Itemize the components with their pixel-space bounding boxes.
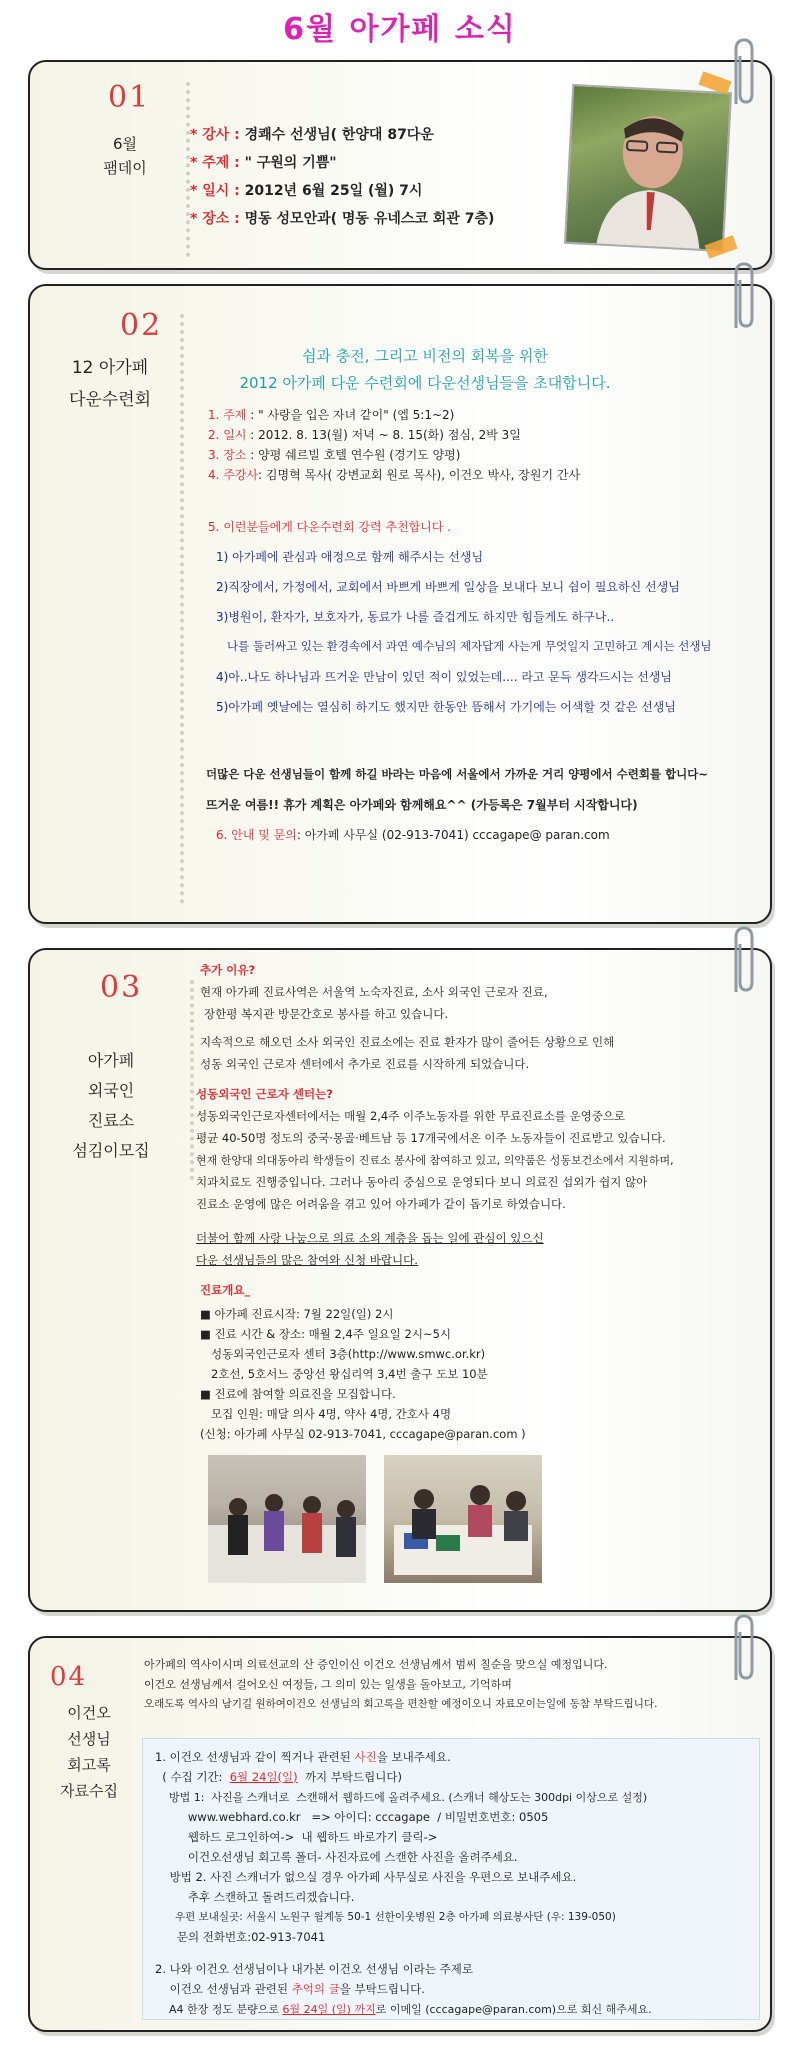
text-line: 지속적으로 해오던 소사 외국인 진료소에는 진료 환자가 많이 줄어든 상황으로 인해 <box>200 1035 615 1049</box>
instruction-text: 을 부탁드립니다. <box>339 1982 425 1996</box>
recommend-item: 2)직장에서, 가정에서, 교회에서 바쁘게 바쁘게 일상을 보내다 보니 쉼이 필요하신 선생님 <box>216 580 680 594</box>
instruction-text: 이건오 선생님과 관련된 <box>155 1982 292 1996</box>
detail-value: : 양평 쉐르빌 호텔 연수원 (경기도 양평) <box>246 448 461 462</box>
contact-value: : 아가페 사무실 (02-913-7041) cccagape@ paran.com <box>296 828 610 842</box>
info-value: " 구원의 기쁨" <box>239 155 337 171</box>
detail-value: : 김명혁 목사( 강변교회 원로 목사), 이건오 박사, 장원기 간사 <box>258 468 581 482</box>
contact-row <box>216 826 610 843</box>
text-line: 장한평 복지관 방문간호로 봉사를 하고 있습니다. <box>204 1007 449 1021</box>
detail-key: 4. 주강사 <box>208 468 259 482</box>
subheading: 성동외국인 근로자 센터는? <box>196 1087 333 1101</box>
text-line: 아가페의 역사이시며 의료선교의 산 증인이신 이건오 선생님께서 범씨 칠순을 맞으실 예정입니다. <box>144 1658 608 1671</box>
invitation-line: 2012 아가페 다운 수련회에 다운선생님들을 초대합니다. <box>239 374 611 392</box>
section-number: 02 <box>120 308 163 343</box>
section-label <box>46 1046 176 1166</box>
instruction-row: 방법 2. 사진 스캐너가 없으실 경우 아가페 사무실로 사진을 우편으로 보내주세요. <box>155 1870 577 1884</box>
section-04-card <box>28 1636 772 2032</box>
info-value: 경쾌수 선생님( 한양대 87다운 <box>239 127 434 143</box>
section-label-line: 선생님 <box>67 1730 111 1748</box>
info-value: 2012년 6월 25일 (월) 7시 <box>239 183 423 199</box>
text-line: 다운 선생님들의 많은 참여와 신청 바랍니다. <box>196 1253 418 1267</box>
recommend-heading: 5. 이런분들에게 다운수련회 강력 추천합니다 . <box>208 520 451 534</box>
memoir-intro <box>144 1656 764 1726</box>
clinic-scene-icon <box>208 1455 366 1583</box>
text-line: 2호선, 5호서느 중앙선 왕십리역 3,4번 출구 도보 10분 <box>200 1367 488 1381</box>
invitation-line: 쉼과 충전, 그리고 비전의 회복을 위한 <box>302 347 548 365</box>
instruction-row: 이건오선생님 회고록 폴더- 사진자료에 스캔한 사진을 올려주세요. <box>155 1850 518 1864</box>
text-line: 평균 40-50명 정도의 중국·몽골·베트남 등 17개국에서온 이주 노동자들이 진료받고 있습니다. <box>196 1131 666 1145</box>
detail-row <box>208 446 460 463</box>
section-label-line: 회고록 <box>67 1756 111 1774</box>
instruction-highlight: 6월 24일 (일) 까지 <box>282 2003 376 2016</box>
instruction-text: 로 이메일 (cccagape@paran.com)으로 회신 해주세요. <box>375 2003 652 2016</box>
instruction-row: 웹하드 로그인하여-> 내 웹하드 바로가기 클릭-> <box>155 1830 438 1844</box>
text-line: ■ 아가페 진료시작: 7월 22일(일) 2시 <box>200 1307 394 1321</box>
instruction-row: 방법 1: 사진을 스캐너로 스캔해서 웹하드에 올려주세요. (스캐너 해상도는 300dpi 이상으로 설정) <box>155 1791 648 1804</box>
section-number: 04 <box>50 1662 88 1692</box>
text-line: 이건오 선생님께서 걸어오신 여정들, 그 의미 있는 일생을 돌아보고, 기억하며 <box>144 1678 512 1691</box>
section-02-card <box>28 284 772 924</box>
section-number: 03 <box>100 970 143 1005</box>
section-label-line: 12 아가페 <box>71 358 149 378</box>
section-01-card <box>28 60 772 270</box>
text-line: ■ 진료에 참여할 의료진을 모집합니다. <box>200 1387 396 1401</box>
text-line: 오래도록 역사의 남기길 원하여이건오 선생님의 회고록을 편찬할 예정이오니 자료모이는일에 동참 부탁드립니다. <box>144 1698 658 1710</box>
detail-value: : 2012. 8. 13(월) 저녁 ~ 8. 15(화) 점심, 2박 3일 <box>246 428 521 442</box>
info-value: 명동 성모안과( 명동 유네스코 회관 7층) <box>239 211 495 227</box>
instruction-text: 까지 부탁드립니다) <box>297 1770 402 1784</box>
more-info-line: 뜨거운 여름!! 휴가 계획은 아가페와 함께해요^^ (가등록은 7월부터 시작합니다) <box>206 798 638 812</box>
text-line: 치과치료도 진행중입니다. 그러나 동아리 중심으로 운영되다 보니 의료진 섭외가 쉽지 않아 <box>196 1175 648 1189</box>
page-title: 6월 아가페 소식 <box>283 12 517 47</box>
section-label-line: 6월 <box>112 135 138 153</box>
detail-key: 2. 일시 <box>208 428 247 442</box>
clinic-photo <box>384 1455 542 1583</box>
info-row <box>190 180 422 200</box>
text-line: ■ 진료 시간 & 장소: 매월 2,4주 일요일 2시~5시 <box>200 1327 452 1341</box>
info-row <box>190 208 494 228</box>
section-label <box>50 352 170 416</box>
section-label-line: 다운수련회 <box>68 390 152 410</box>
detail-row <box>208 426 521 443</box>
section-label <box>70 132 180 180</box>
text-line: (신청: 아가페 사무실 02-913-7041, cccagape@paran.com ) <box>200 1427 526 1441</box>
text-line: 진료소 운영에 많은 어려움을 겪고 있어 아가페가 같이 돕기로 하였습니다. <box>196 1197 566 1211</box>
section-label-line: 팸데이 <box>103 159 147 177</box>
instruction-highlight: 추억의 글 <box>291 1982 340 1996</box>
info-row <box>190 124 434 144</box>
instruction-row: 문의 전화번호:02-913-7041 <box>155 1930 326 1944</box>
more-info-line: 더많은 다운 선생님들이 함께 하길 바라는 마음에 서울에서 가까운 거리 양평에서 수련회를 합니다~ <box>206 767 709 781</box>
subheading: 추가 이유? <box>200 963 256 977</box>
dotted-divider <box>180 314 184 904</box>
text-line: 성동 외국인 근로자 센터에서 추가로 진료를 시작하게 되었습니다. <box>200 1057 530 1071</box>
recommend-item: 3)병원이, 환자가, 보호자가, 동료가 나를 즐겁게도 하지만 힘들게도 하구나.. <box>216 610 615 624</box>
instruction-text: A4 한장 정도 분량으로 <box>155 2003 283 2016</box>
subheading: 진료개요_ <box>200 1283 251 1297</box>
invitation-heading <box>200 342 650 396</box>
dotted-divider <box>190 980 194 1180</box>
instruction-text: 을 보내주세요. <box>376 1750 451 1764</box>
instruction-row: 추후 스캔하고 돌려드리겠습니다. <box>155 1890 355 1904</box>
instruction-row <box>155 2001 652 2017</box>
section-label-line: 섬김이모집 <box>72 1141 150 1160</box>
recommend-item: 1) 아가페에 관심과 애정으로 함께 해주시는 선생님 <box>216 550 484 564</box>
recommend-item: 나를 둘러싸고 있는 환경속에서 과연 예수님의 제자답게 사는게 무엇일지 고민하고 계시는 선생님 <box>216 639 712 653</box>
recommend-item: 4)아..나도 하나님과 뜨거운 만남이 있던 적이 있었는데.... 라고 문득 생각드시는 선생님 <box>216 670 672 684</box>
speaker-photo <box>564 84 732 252</box>
submission-box <box>142 1738 760 2020</box>
info-key: * 강사 : <box>190 127 240 143</box>
paperclip-icon <box>722 258 762 336</box>
detail-key: 3. 장소 <box>208 448 247 462</box>
person-icon <box>566 86 732 252</box>
text-line: 더불어 함께 사랑 나눔으로 의료 소외 계층을 돕는 일에 관심이 있으신 <box>196 1231 544 1245</box>
contact-key: 6. 안내 및 문의 <box>216 828 297 842</box>
clinic-photo <box>208 1455 366 1583</box>
detail-value: : " 사랑을 입은 자녀 같이" (엡 5:1~2) <box>246 408 455 422</box>
text-line: 현재 한양대 의대동아리 학생들이 진료소 봉사에 참여하고 있고, 의약품은 성동보건소에서 지원하며, <box>196 1154 674 1167</box>
event-info <box>190 124 590 244</box>
text-line: 성동외국인근로자센터에서는 매월 2,4주 이주노동자를 위한 무료진료소를 운영중으로 <box>196 1109 626 1123</box>
info-row <box>190 152 337 172</box>
instruction-text: 1. 이건오 선생님과 같이 찍거나 관련된 <box>155 1750 355 1764</box>
info-key: * 장소 : <box>190 211 240 227</box>
instruction-row: www.webhard.co.kr => 아이디: cccagape / 비밀번호번호: 0505 <box>155 1810 549 1824</box>
section-label <box>34 1700 144 1804</box>
instruction-row: 우편 보내실곳: 서울시 노원구 월계동 50-1 선한이웃병원 2층 아가페 의료봉사단 (우: 139-050) <box>155 1911 616 1923</box>
section-label-line: 자료수집 <box>60 1782 118 1800</box>
text-line: 모집 인원: 매달 의사 4명, 약사 4명, 간호사 4명 <box>200 1407 452 1421</box>
instruction-row <box>155 1769 402 1785</box>
instruction-row <box>155 1749 451 1765</box>
info-key: * 주제 : <box>190 155 240 171</box>
instruction-highlight: 사진 <box>354 1750 377 1764</box>
submission-instructions <box>155 1749 755 2017</box>
section-number: 01 <box>108 80 151 115</box>
info-key: * 일시 : <box>190 183 240 199</box>
section-label-line: 진료소 <box>87 1111 135 1130</box>
text-line: 현재 아가페 진료사역은 서울역 노숙자진료, 소사 외국인 근로자 진료, <box>200 985 548 999</box>
instruction-row <box>155 1981 425 1997</box>
clinic-scene-icon <box>384 1455 542 1583</box>
detail-row <box>208 466 580 483</box>
section-label-line: 아가페 <box>87 1051 135 1070</box>
detail-key: 1. 주제 <box>208 408 247 422</box>
instruction-highlight: 6월 24일(일) <box>229 1770 298 1784</box>
section-label-line: 이건오 <box>67 1704 111 1722</box>
detail-row <box>208 406 454 423</box>
retreat-details <box>208 406 758 906</box>
instruction-row: 2. 나와 이건오 선생님이나 내가본 이건오 선생님 이라는 주제로 <box>155 1962 473 1976</box>
recommend-item: 5)아가페 옛날에는 열심히 하기도 했지만 한동안 뜸해서 가기에는 어색할 것 같은 선생님 <box>216 700 676 714</box>
section-03-card <box>28 948 772 1612</box>
text-line: 성동외국인근로자 센터 3층(http://www.smwc.or.kr) <box>200 1347 486 1361</box>
instruction-text: ( 수집 기간: <box>155 1770 230 1784</box>
section-label-line: 외국인 <box>87 1081 135 1100</box>
